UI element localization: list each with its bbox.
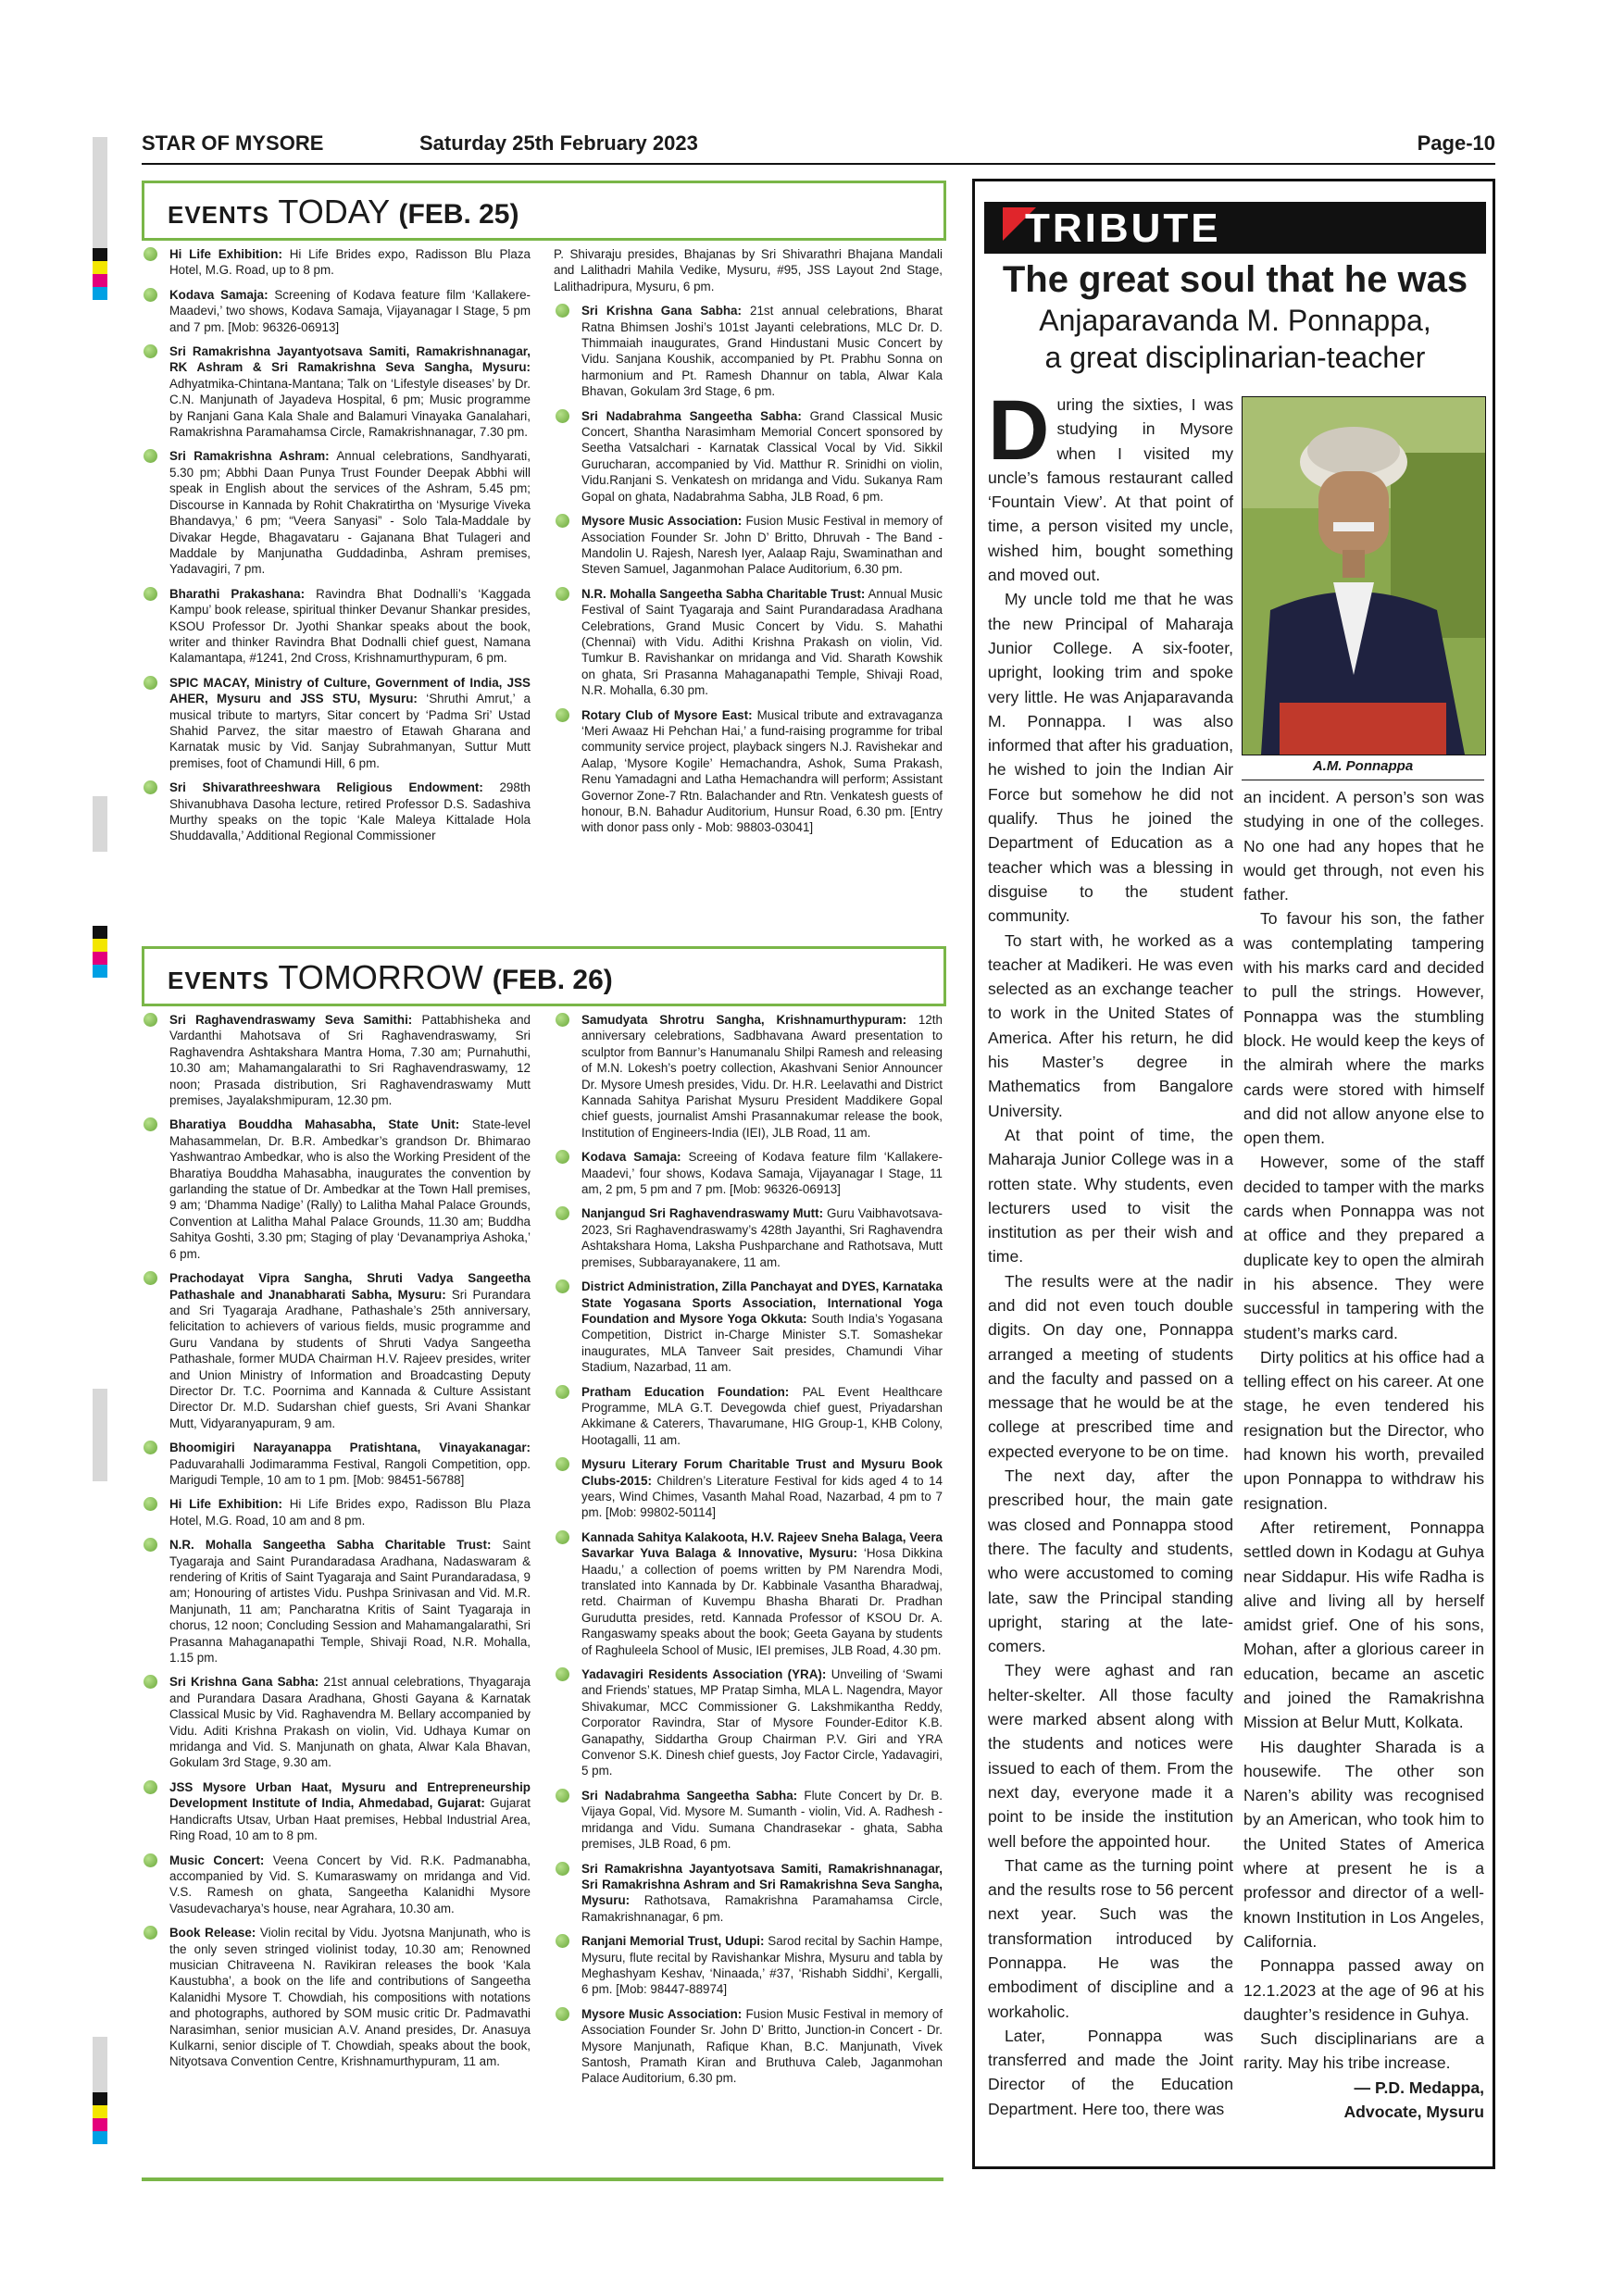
tribute-label-band [984, 202, 1486, 254]
event-organizer: Sri Nadabrahma Sangeetha Sabha: [581, 1788, 798, 1803]
green-bullet-icon [144, 780, 157, 794]
event-details: Screeing of Kodava feature film ‘Kallakere-Maadevi,’ four shows, Kodava Samaja, Vijayanagar I Stage, 11 am, 2 pm, 5 pm and 7 pm. [Mob: 96326-06913] [581, 1150, 943, 1197]
issue-date: Saturday 25th February 2023 [419, 131, 698, 155]
event-details: 298th Shivanubhava Dasoha lecture, retired Professor D.S. Sadashiva Murthy speaks on the topic ‘Kale Maleya Kittalade Hola Shuddavalla,’ Additional Regional Commissioner [169, 780, 531, 843]
tribute-paragraph: Later, Ponnappa was transferred and made the Joint Director of the Education Department. Here too, there was [988, 2026, 1233, 2118]
event-organizer: Kodava Samaja: [169, 287, 269, 302]
event-details: ‘Shruthi Amrut,’ a musical tribute to martyrs, Sitar concert by ‘Padma Sri’ Ustad Shahid Parvez, the sitar maestro of Etawah Gharana and Karnatak music by Vid. Sanjay Subrahmanyan, Suttur Mutt premises, foot of Chamundi Hill, 6 pm. [169, 692, 531, 770]
green-bullet-icon [556, 2007, 569, 2021]
tribute-paragraph: They were aghast and ran helter-skelter. All those faculty were marked absent along with the students and notices were issued to each of them. From the next day, everyone made it a point to be inside the institution well before the appointed hour. [988, 1661, 1233, 1851]
event-item [142, 246, 531, 279]
tribute-paragraph: However, some of the staff decided to tamper with the marks cards when Ponnappa was not at office and they prepared a duplicate key to open the almirah in his absence. They were successful in tampering with the student’s marks card. [1243, 1153, 1484, 1342]
event-details: Sarod recital by Sachin Hampe, Mysuru, flute recital by Ravishankar Mishra, Mysuru and tabla by Meghashyam Keshav, ‘Ninaada,’ #37, ‘Rishabh Siddhi’, Kergalli, 6 pm. [Mob: 98447-88974] [581, 1934, 943, 1997]
event-details: Grand Classical Music Concert, Shantha Narasimham Memorial Concert sponsored by Seetha Vatsalchari - Karnatak Classical Vocal by Vid. Sikkil Gurucharan, accompanied by Vid. Matthur R. Srinidhi on violin, Vidu.Ranjani S. Venkatesh on mridanga and Vidu. Sukanya Ram Gopal on ghata, Nadabrahma Sabha, JLB Road, 6 pm. [581, 408, 943, 504]
event-details: Rathotsava, Ramakrishna Paramahamsa Circle, Ramakrishnanagar, 6 pm. [581, 1893, 943, 1924]
event-details: P. Shivaraju presides, Bhajanas by Sri Shivarathri Bhajana Mandali and Lalithadri Mahila Vedike, Mysuru, #95, JSS Layout 2nd Stage, Lalithadripura, Mysuru, 6 pm. [554, 247, 943, 293]
event-organizer: Book Release: [169, 1926, 256, 1940]
green-bullet-icon [556, 1934, 569, 1948]
event-details: South India’s Yogasana Competition, District in-Charge Minister S.T. Somashekar inaugurates, MLA Tanveer Sait presides, Chamundi Vihar Stadium, Nazarbad, 11 am. [581, 1311, 943, 1375]
event-item [554, 1384, 943, 1449]
green-bullet-icon [144, 1441, 157, 1454]
portrait-photo [1242, 396, 1486, 755]
green-bullet-icon [556, 1206, 569, 1220]
event-organizer: JSS Mysore Urban Haat, Mysuru and Entrepreneurship Development Institute of India, Ahmedabad, Gujarat: [169, 1779, 531, 1811]
event-organizer: Prachodayat Vipra Sangha, Shruti Vadya Sangeetha Pathashale and Jnanabharati Sabha, Mysuru: [169, 1271, 531, 1302]
event-organizer: Ranjani Memorial Trust, Udupi: [581, 1934, 765, 1949]
tribute-paragraph: To favour his son, the father was contemplating tampering with his marks card and decided to pull the strings. However, Ponnappa was the stumbling block. He would keep the keys of the almirah where the marks cards were stored with himself and did not allow anyone else to open them. [1243, 909, 1484, 1148]
event-details: PAL Event Healthcare Programme, MLA G.T. Devegowda chief guest, Priyadarshan Akkimane & Caterers, Thavarumane, HIG Group-1, KHB Colony, Hootagalli, 11 am. [581, 1384, 943, 1447]
event-details: State-level Mahasammelan, Dr. B.R. Ambedkar’s grandson Dr. Bhimarao Yashwantrao Ambedkar, who is also the Working President of the Bharatiya Bouddha Mahasabha, inaugurates the convention by garlanding the statue of Dr. Ambedkar at the Town Hall premises, 9 am; ‘Dhamma Nadige’ (Rally) to Lalitha Mahal Palace Grounds, Convention at Lalitha Mahal Palace Grounds, 11.30 am; Buddha Sahitya Goshti, 3.30 pm; Staging of play ‘Devanampriya Ashoka,’ 6 pm. [169, 1117, 531, 1261]
event-details: Violin recital by Vidu. Jyotsna Manjunath, who is the only seven stringed violinist today, 10.30 am; Renowned musician Chitraveena N. Ravikiran releases the book ‘Kala Kaustubha’, a book on the life and contributions of Sangeetha Kalanidhi Mysore T. Chowdiah, his compositions with notations and photographs, authored by SOM music critic Dr. Padmavathi Narasimhan, senior musician A.V. Anand presides, Dr. Anasuya Kulkarni, senior disciple of T. Chowdiah, speaks about the book, Nityotsava Convention Centre, Krishnamurthypuram, 11 am. [169, 1926, 531, 2069]
event-item [142, 1440, 531, 1488]
green-bullet-icon [556, 1150, 569, 1164]
tribute-paragraph: At that point of time, the Maharaja Junior College was in a rotten state. Why students, even lecturers used to visit the institution as per their wish and time. [988, 1125, 1233, 1267]
event-details: Gujarat Handicrafts Utsav, Urban Haat premises, Hebbal Industrial Area, Ring Road, 10 am to 8 pm. [169, 1796, 531, 1843]
event-organizer: Sri Ramakrishna Ashram: [169, 449, 330, 464]
event-details: Annual Music Festival of Saint Tyagaraja and Saint Purandaradasa Aradhana Celebrations, Grand Music Concert by Vidu. S. Mahathi (Chennai) with Vidu. Adithi Krishna Prakash on violin, Vid. Tumkur B. Ravishankar on mridanga and Vid. Sharath Kowshik on ghata, Sri Prasanna Mahaganapathi Temple, Shivaji Road, N.R. Mohalla, 6.30 pm. [581, 586, 943, 698]
event-organizer: Sri Nadabrahma Sangeetha Sabha: [581, 408, 802, 423]
tribute-subheadline-2: a great disciplinarian-teacher [1044, 341, 1426, 374]
tribute-paragraph: To start with, he worked as a teacher at Madikeri. He was even selected as an exchange teacher to work in the United States of America. After his return, he did his Master’s degree in Mathematics from Bangalore University. [988, 930, 1233, 1120]
event-details: Unveiling of ‘Swami and Friends’ statues, MP Pratap Simha, MLA L. Nagendra, Mayor Shivakumar, MCC Commissioner G. Lakshmikantha Reddy, Corporator Ravindra, Star of Mysore Founder-Editor K.B. Ganapathy, Siddartha Group Chairman P.V. Giri and YRA Convenor S.K. Dinesh chief guests, Joy Factor Circle, Yadavagiri, 5 pm. [581, 1667, 943, 1778]
event-item [554, 1279, 943, 1375]
green-bullet-icon [144, 1013, 157, 1027]
tribute-label: TRIBUTE [1025, 206, 1221, 251]
green-bullet-icon [556, 1667, 569, 1681]
events-today-header [142, 181, 946, 241]
event-details: Screening of Kodava feature film ‘Kallakere-Maadevi,’ two shows, Kodava Samaja, Vijayanagar I Stage, 5 pm and 7 pm. [Mob: 96326-06913] [169, 287, 531, 334]
event-organizer: Bharatiya Bouddha Mahasabha, State Unit: [169, 1117, 460, 1132]
author-title: Advocate, Mysuru [1343, 2103, 1484, 2122]
event-organizer: Yadavagiri Residents Association (YRA): [581, 1667, 827, 1682]
event-item [554, 303, 943, 399]
event-item [142, 1925, 531, 2070]
green-bullet-icon [556, 304, 569, 318]
event-organizer: Kodava Samaja: [581, 1150, 681, 1165]
author-signature: — P.D. Medappa, [1354, 2078, 1484, 2097]
event-details: Children’s Literature Festival for kids aged 4 to 14 years, Wind Chimes, Vasanth Mahal Road, Nazarbad, 4 pm to 7 pm. [Mob: 99802-50114] [581, 1473, 943, 1520]
event-details: Paduvarahalli Jodimaramma Festival, Rangoli Competition, opp. Marigudi Temple, 10 am to 1 pm. [Mob: 98451-56788] [169, 1456, 531, 1487]
green-bullet-icon [144, 1117, 157, 1131]
registration-bar-bottom [93, 2037, 107, 2144]
green-bullet-icon [144, 1926, 157, 1940]
green-bullet-icon [144, 344, 157, 358]
green-bullet-icon [144, 449, 157, 463]
event-item [554, 513, 943, 578]
event-organizer: Hi Life Exhibition: [169, 247, 282, 261]
event-item [142, 1853, 531, 1917]
event-details: Fusion Music Festival in memory of Association Founder Sr. John D’ Britto, Dhruvah - The Band - Mandolin U. Rajesh, Naresh Iyer, Aalaap Raju, Swaminathan and Steven Samuel, Jaganmohan Palace Auditorium, 6.30 pm. [581, 514, 943, 577]
tribute-paragraph: The results were at the nadir and did not even touch double digits. On day one, Ponnappa arranged a meeting of students and the faculty and passed on a message that he would be at the college at prescribed time and expected everyone to be on time. [988, 1271, 1233, 1461]
event-organizer: Kannada Sahitya Kalakoota, H.V. Rajeev Sneha Balaga, Veera Savarkar Yuva Balaga & Innovative, Mysuru: [581, 1529, 943, 1561]
event-organizer: Bhoomigiri Narayanappa Pratishtana, Vinayakanagar: [169, 1441, 531, 1455]
event-item [554, 707, 943, 836]
event-item [554, 408, 943, 505]
portrait-illustration [1243, 397, 1485, 755]
green-bullet-icon [556, 1385, 569, 1399]
event-organizer: Samudyata Shrotru Sangha, Krishnamurthypuram: [581, 1013, 907, 1027]
events-tomorrow-title: EVENTS TOMORROW (FEB. 26) [168, 958, 613, 996]
green-bullet-icon [556, 587, 569, 601]
green-bullet-icon [556, 514, 569, 528]
event-details: Hi Life Brides expo, Radisson Blu Plaza Hotel, M.G. Road, up to 8 pm. [169, 247, 531, 278]
event-organizer: Hi Life Exhibition: [169, 1497, 282, 1512]
photo-caption: A.M. Ponnappa [1242, 755, 1484, 780]
green-bullet-icon [556, 1279, 569, 1293]
events-today-col-left [142, 246, 531, 853]
events-tomorrow-col-right [554, 1012, 943, 2095]
green-bullet-icon [556, 1457, 569, 1471]
drop-cap: D [988, 383, 1050, 478]
event-item [142, 1496, 531, 1529]
tribute-paragraph: Such disciplinarians are a rarity. May his tribe increase. [1243, 2029, 1484, 2073]
event-item [554, 1012, 943, 1141]
tribute-subheadline-1: Anjaparavanda M. Ponnappa, [1039, 304, 1431, 337]
event-organizer: Sri Ramakrishna Jayantyotsava Samiti, Ramakrishnanagar, Sri Ramakrishna Ashram and Sri Ramakrishna Seva Sangha, Mysuru: [581, 1861, 943, 1908]
event-organizer: Nanjangud Sri Raghavendraswamy Mutt: [581, 1206, 824, 1221]
event-details: Sri Purandara and Sri Tyagaraja Aradhane, Pathashale’s 25th anniversary, felicitation to achievers of various fields, music programme and Guru Vandana by students of Shruti Vadya Sangeetha Pathashale, former MUDA Chairman H.V. Rajeev presides, writer and Union Ministry of Information and Broadcasting Deputy Director Dr. T.C. Poornima and Kannada & Culture Assistant Director Dr. M.D. Sudarshan chief guests, Sri Avani Shankar Mutt, Vidyaranyapuram, 9 am. [169, 1287, 531, 1430]
event-details: 12th anniversary celebrations, Sadbhavana Award presentation to sculptor from Bannur’s Hanumanalu Shilpi Ramesh and releasing of M.N. Lokesh’s poetry collection, Akashvani Senior Announcer Dr. Mysore Umesh presides, Vidu. Dr. H.R. Leelavathi and District Kannada Sahitya Parishat Mysuru President Maddikere Gopal chief guests, journalist Amshi Prasannakumar release the book, Institution of Engineers-India (IEI), JLB Road, 11 am. [581, 1013, 943, 1140]
green-bullet-icon [144, 1271, 157, 1285]
event-item [554, 1529, 943, 1658]
paper-name: STAR OF MYSORE [142, 131, 324, 155]
event-item [142, 780, 531, 844]
page-header [142, 130, 1495, 165]
events-today-title: EVENTS TODAY (FEB. 25) [168, 193, 519, 231]
event-details: Adhyatmika-Chintana-Mantana; Talk on ‘Lifestyle diseases’ by Dr. C.N. Manjunath of Jayadeva Hospital, 6 pm; Music programme by Ranjani Gana Kala Shale and Balamuri Vinayaka Ganalahari, Ramakrishna Paramahamsa Circle, Ramakrishnanagar, 7.30 pm. [169, 376, 531, 440]
tribute-paragraph: His daughter Sharada is a housewife. The other son Naren’s ability was recognised by an American, who took him to the United States of America where at present he is a professor and director of a well-known Institution in Los Angeles, California. [1243, 1737, 1484, 1951]
event-details: Fusion Music Festival in memory of Association Founder Sr. John D’ Britto, Junction-in Concert - Dr. Mysore Manjunath, Rafique Khan, B.C. Manjunath, Vivek Santosh, Pramath Kiran and Bruthuva Caleb, Jaganmohan Palace Auditorium, 6.30 pm. [581, 2006, 943, 2086]
event-item [142, 1012, 531, 1108]
event-organizer: District Administration, Zilla Panchayat and DYES, Karnataka State Yogasana Sports Association, International Yoga Foundation and Mysore Yoga Okkuta: [581, 1279, 943, 1326]
event-details: 21st annual celebrations, Bharat Ratna Bhimsen Joshi’s 101st Jayanti celebrations, MLC Dr. D. Thimmaiah inaugurates, Grand Hindustani Music Concert by Vidu. Sanjana Koushik, accompanied by Pt. Prabhu Sonna on harmonium and Pt. Ramesh Dhannur on tabla, Alwar Kala Bhavan, Gokulam 3rd Stage, 6 pm. [581, 304, 943, 399]
event-item [142, 1117, 531, 1262]
events-tomorrow-underline [142, 1004, 943, 1006]
event-item [554, 2006, 943, 2087]
tribute-column-1 [988, 383, 1233, 2121]
events-tomorrow-header [142, 946, 946, 1006]
event-item [554, 246, 943, 294]
event-item [142, 1537, 531, 1666]
green-bullet-icon [144, 676, 157, 690]
tribute-paragraph: Dirty politics at his office had a telling effect on his career. At one stage, he even tendered his resignation but the Director, who had known his worth, prevailed upon Ponnappa to withdraw his resignation. [1243, 1347, 1484, 1513]
event-details: Guru Vaibhavotsava-2023, Sri Raghavendraswamy’s 428th Jayanthi, Sri Raghavendra Ashtakshara Homa, Laksha Pushparchane and Rathotsava, Mutt premises, Subbarayanakere, 11 am. [581, 1206, 943, 1269]
event-details: Musical tribute and extravaganza ‘Meri Awaaz Hi Pehchan Hai,’ a fund-raising programme for tribal community service project, playback singers N.J. Ravishekar and Aalap, ‘Mysore Kogile’ Hemachandra, Ashok, Suma Prakash, Renu Yamadagni and Latha Hemachandra will perform; Assistant Governor Zone-7 Rtn. Balachander and Rtn. Venkatesh guests of honour, B.N. Bahadur Auditorium, Hunsur Road, 6.30 pm. [Entry with donor pass only - Mob: 98803-03041] [581, 707, 943, 835]
event-organizer: Mysore Music Association: [581, 514, 743, 529]
events-today-underline [142, 238, 943, 241]
registration-bar-mid [93, 796, 107, 852]
tribute-paragraph: The next day, after the prescribed hour, the main gate was closed and Ponnappa stood there. The faculty and students, who were accustomed to coming late, saw the Principal standing upright, staring at the late-comers. [988, 1466, 1233, 1656]
event-organizer: Sri Krishna Gana Sabha: [169, 1675, 319, 1690]
event-item [554, 586, 943, 699]
event-details: Saint Tyagaraja and Saint Purandaradasa Aradhana, Nadaswaram & rendering of Kritis of Saint Tyagaraja and Saint Purandaradasa, 9 am; Honouring of artistes Vidu. Pushpa Srinivasan and Vid. M.R. Manjunath, 11 am; Pancharatna Kritis of Saint Tyagaraja in chorus, 12 noon; Concluding Session and Mahamangalarathi, Sri Prasanna Mahaganapathi Temple, Shivaji Road, N.R. Mohalla, 1.15 pm. [169, 1538, 531, 1666]
green-bullet-icon [556, 409, 569, 423]
event-details: Pattabhisheka and Vardanthi Mahotsava of Sri Raghavendraswamy, Sri Raghavendra Ashtakshara Mantra Homa, 7.30 am; Purnahuthi, 10.30 am; Mahamangalarathi to Sri Raghavendraswamy, 12 noon; Prasada distribution, Sri Raghavendraswamy Mutt premises, Jayalakshmipuram, 12.30 pm. [169, 1013, 531, 1108]
green-bullet-icon [144, 1497, 157, 1511]
event-details: Annual celebrations, Sandhyarati, 5.30 pm; Abbhi Daan Punya Trust Founder Deepak Abbhi will speak in English about the services of the Ashram, 5.45 pm; Discourse in Kannada by Rohit Chakratirtha on ‘Mysurige Viveka Bhandavya,’ 6 pm; “Veera Sanyasi” - Solo Tala-Maddale by Divakar Hegde, Bhagavataru - Gajanana Bhat Tulageri and Maddale by Manjunatha Guddadinba, Ashram premises, Yadavagiri, 7 pm. [169, 449, 531, 577]
green-bullet-icon [144, 288, 157, 302]
tribute-column-2 [1243, 785, 1484, 2124]
event-details: Ravindra Bhat Dodnalli’s ‘Kaggada Kampu’ book release, spiritual thinker Devanur Shankar presides, KSOU Professor Dr. Jyothi Shankar speaks about the book, writer and thinker Ravindra Bhat Dodnalli chief guest, Namana Kalamantapa, #1241, 2nd Cross, Krishnamurthypuram, 6 pm. [169, 586, 531, 666]
events-bottom-rule [142, 2177, 943, 2181]
event-item [554, 1788, 943, 1853]
event-details: Veena Concert by Vid. R.K. Padmanabha, accompanied by Vid. S. Kumaraswamy on mridanga and Vid. V.S. Ramesh on ghata, Sangeetha Kalanidhi Mysore Vasudevacharya’s house, near Agrahara, 10.30 am. [169, 1853, 531, 1915]
green-bullet-icon [144, 247, 157, 261]
event-item [554, 1205, 943, 1270]
events-tomorrow-left-rule [142, 946, 144, 1004]
event-details: ‘Hosa Dikkina Haadu,’ a collection of poems written by PM Narendra Modi, translated into Kannada by Dr. Kabbinale Vasantha Bharadwaj, retd. Chairman of Kuvempu Bhasha Bharati Dr. Pradhan Gurudutta presides, retd. Kannada Professor of KSOU Dr. A. Rangaswamy speaks about the book; Geeta Gayana by students of Raghuleela School of Music, IEI premises, JLB Road, 4.30 pm. [581, 1546, 943, 1657]
event-item [142, 343, 531, 440]
event-details: Hi Life Brides expo, Radisson Blu Plaza Hotel, M.G. Road, 10 am and 8 pm. [169, 1497, 531, 1528]
registration-bar-top [93, 137, 107, 300]
event-organizer: Sri Krishna Gana Sabha: [581, 304, 742, 318]
green-bullet-icon [144, 1780, 157, 1794]
event-organizer: Mysuru Literary Forum Charitable Trust and Mysuru Book Clubs-2015: [581, 1457, 943, 1488]
event-organizer: Pratham Education Foundation: [581, 1384, 790, 1399]
event-item [142, 448, 531, 577]
event-organizer: SPIC MACAY, Ministry of Culture, Government of India, JSS AHER, Mysuru and JSS STU, Mysuru: [169, 675, 531, 706]
green-bullet-icon [144, 1538, 157, 1552]
event-organizer: Bharathi Prakashana: [169, 586, 306, 601]
event-organizer: Rotary Club of Mysore East: [581, 707, 753, 722]
event-organizer: N.R. Mohalla Sangeetha Sabha Charitable Trust: [169, 1538, 492, 1553]
events-today-left-rule [142, 181, 144, 238]
event-item [554, 1456, 943, 1521]
green-bullet-icon [556, 1862, 569, 1876]
event-organizer: Sri Raghavendraswamy Seva Samithi: [169, 1013, 413, 1027]
registration-bar-low [93, 1389, 107, 1481]
page-number: Page-10 [1417, 131, 1495, 155]
event-item [554, 1149, 943, 1197]
event-item [142, 1674, 531, 1770]
event-item [142, 287, 531, 335]
events-today-col-right [554, 246, 943, 844]
event-details: Flute Concert by Dr. B. Vijaya Gopal, Vid. Mysore M. Sumanth - violin, Vid. A. Radhesh - mridanga and Vidu. Sumana Chandrasekar - ghata, Sabha premises, JLB Road, 6 pm. [581, 1788, 943, 1852]
event-item [554, 1933, 943, 1998]
event-item [554, 1861, 943, 1926]
green-bullet-icon [144, 1675, 157, 1689]
event-item [142, 675, 531, 771]
event-item [142, 586, 531, 667]
events-tomorrow-col-left [142, 1012, 531, 2078]
tribute-paragraph: Ponnappa passed away on 12.1.2023 at the age of 96 at his daughter’s residence in Guhya. [1243, 1956, 1484, 2024]
event-organizer: Sri Shivarathreeshwara Religious Endowment: [169, 780, 483, 795]
event-item [554, 1666, 943, 1779]
green-bullet-icon [556, 1789, 569, 1803]
event-details: 21st annual celebrations, Thyagaraja and Purandara Dasara Aradhana, Ghosti Gayana & Karnatak Classical Music by Vid. Raghavendra M. Bellary accompanied by Vidu. Aditi Krishna Prakash on violin, Vid. Udhaya Kumar on mridanga and Vid. S. Manjunath on ghata, Alwar Kala Bhavan, Gokulam 3rd Stage, 9.30 am. [169, 1675, 531, 1770]
tribute-paragraph: That came as the turning point and the results rose to 56 percent next year. Such was the transformation introduced by Ponnappa. He was the embodiment of discipline and a workaholic. [988, 1855, 1233, 2021]
event-organizer: N.R. Mohalla Sangeetha Sabha Charitable Trust: [581, 586, 866, 601]
green-bullet-icon [144, 1853, 157, 1867]
tribute-paragraph: After retirement, Ponnappa settled down in Kodagu at Guhya near Siddapur. His wife Radha is alive and living all by herself amidst grief. One of his sons, Mohan, after a glorious career in education, became an ascetic and joined the Ramakrishna Mission at Belur Mutt, Kolkata. [1243, 1517, 1484, 1732]
green-bullet-icon [556, 1013, 569, 1027]
tribute-box [972, 179, 1495, 2169]
green-bullet-icon [556, 708, 569, 722]
event-organizer: Sri Ramakrishna Jayantyotsava Samiti, Ramakrishnanagar, RK Ashram & Sri Ramakrishna Seva Sangha, Mysuru: [169, 344, 531, 375]
green-bullet-icon [556, 1530, 569, 1544]
tribute-paragraph: During the sixties, I was studying in Mysore when I visited my uncle’s famous restaurant called ‘Fountain View’. At that point of time, a person visited my uncle, wished him, bought something and moved out. [988, 383, 1233, 585]
tribute-paragraph: an incident. A person’s son was studying in one of the colleges. No one had any hopes that he would get through, not even his father. [1243, 788, 1484, 905]
tribute-headline: The great soul that he was [1002, 259, 1468, 300]
registration-bar-mid2 [93, 926, 107, 978]
event-organizer: Mysore Music Association: [581, 2006, 743, 2021]
green-bullet-icon [144, 587, 157, 601]
event-item [142, 1270, 531, 1431]
event-organizer: Music Concert: [169, 1853, 265, 1867]
tribute-paragraph: My uncle told me that he was the new Principal of Maharaja Junior College. A six-footer, upright, looking trim and spoke very little. He was Anjaparavanda M. Ponnappa. I was also informed that after his graduation, he wished to join the Indian Air Force but somehow he did not qualify. Thus he joined the Department of Education as a teacher which was a blessing in disguise to the student community. [988, 590, 1233, 926]
event-item [142, 1779, 531, 1844]
